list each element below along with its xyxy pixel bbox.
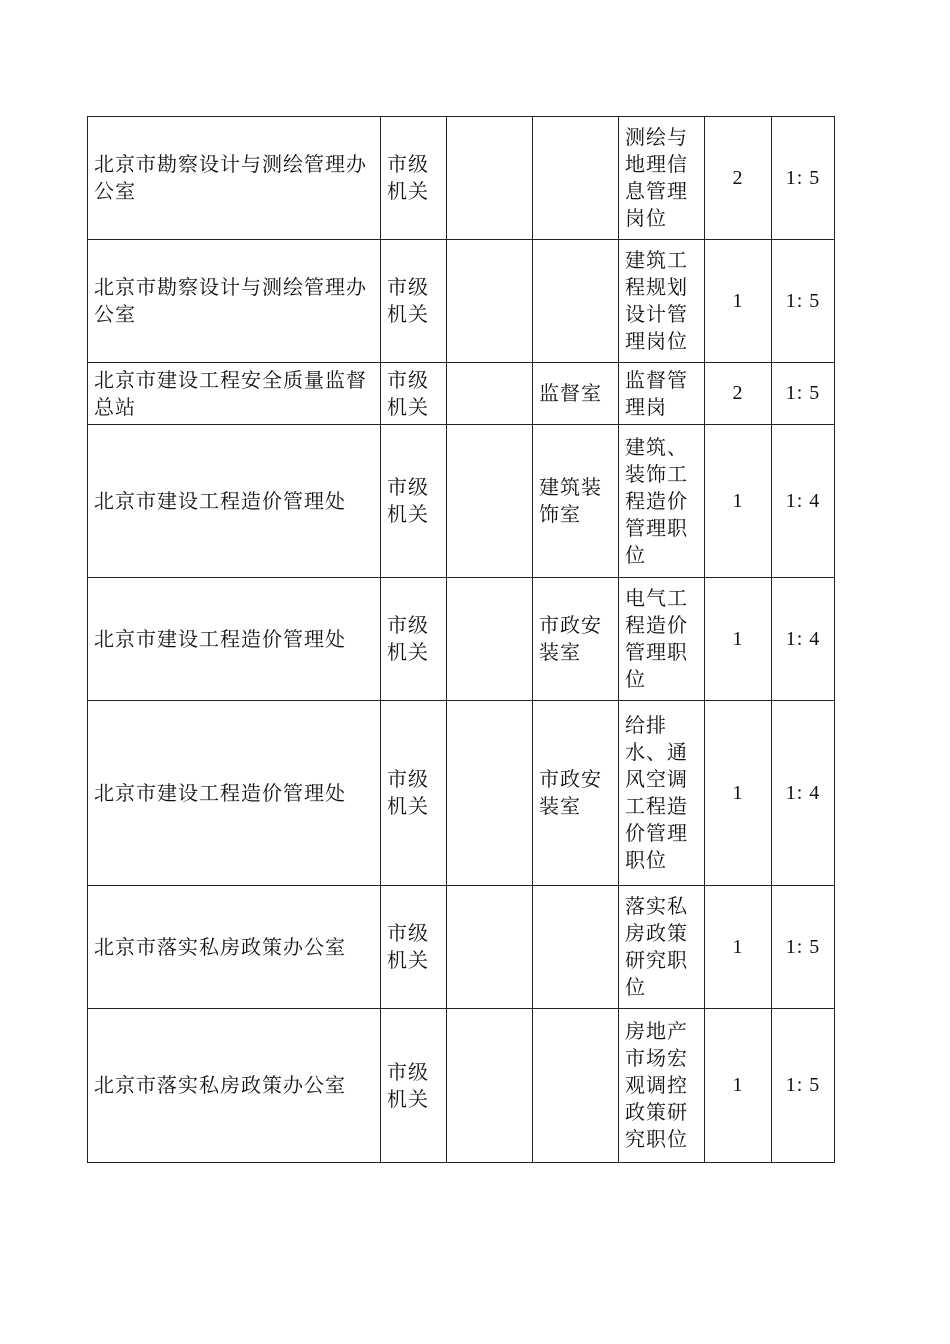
ratio-cell: 1: 5 bbox=[772, 886, 835, 1009]
table-row bbox=[88, 1009, 835, 1163]
table-row bbox=[88, 701, 835, 886]
level-cell: 市级机关 bbox=[381, 425, 447, 578]
org-cell: 北京市落实私房政策办公室 bbox=[88, 1009, 381, 1163]
table-row bbox=[88, 363, 835, 425]
level-cell: 市级机关 bbox=[381, 240, 447, 363]
blank-cell bbox=[447, 363, 533, 425]
dept-cell: 监督室 bbox=[533, 363, 619, 425]
org-cell: 北京市建设工程安全质量监督总站 bbox=[88, 363, 381, 425]
count-cell: 2 bbox=[705, 117, 772, 240]
recruitment-table bbox=[87, 116, 835, 1163]
org-cell: 北京市勘察设计与测绘管理办公室 bbox=[88, 240, 381, 363]
count-cell: 2 bbox=[705, 363, 772, 425]
ratio-cell: 1: 4 bbox=[772, 425, 835, 578]
post-cell: 建筑、装饰工程造价管理职位 bbox=[619, 425, 705, 578]
dept-cell bbox=[533, 886, 619, 1009]
ratio-cell: 1: 5 bbox=[772, 1009, 835, 1163]
org-cell: 北京市建设工程造价管理处 bbox=[88, 701, 381, 886]
dept-cell bbox=[533, 1009, 619, 1163]
count-cell: 1 bbox=[705, 578, 772, 701]
ratio-cell: 1: 4 bbox=[772, 701, 835, 886]
blank-cell bbox=[447, 886, 533, 1009]
blank-cell bbox=[447, 425, 533, 578]
table-row bbox=[88, 117, 835, 240]
post-cell: 房地产市场宏观调控政策研究职位 bbox=[619, 1009, 705, 1163]
blank-cell bbox=[447, 240, 533, 363]
level-cell: 市级机关 bbox=[381, 886, 447, 1009]
post-cell: 给排水、通风空调工程造价管理职位 bbox=[619, 701, 705, 886]
level-cell: 市级机关 bbox=[381, 578, 447, 701]
dept-cell bbox=[533, 117, 619, 240]
dept-cell: 建筑装饰室 bbox=[533, 425, 619, 578]
dept-cell: 市政安装室 bbox=[533, 578, 619, 701]
count-cell: 1 bbox=[705, 240, 772, 363]
count-cell: 1 bbox=[705, 425, 772, 578]
blank-cell bbox=[447, 1009, 533, 1163]
post-cell: 建筑工程规划设计管理岗位 bbox=[619, 240, 705, 363]
post-cell: 电气工程造价管理职位 bbox=[619, 578, 705, 701]
table-row bbox=[88, 240, 835, 363]
ratio-cell: 1: 5 bbox=[772, 363, 835, 425]
level-cell: 市级机关 bbox=[381, 363, 447, 425]
dept-cell: 市政安装室 bbox=[533, 701, 619, 886]
org-cell: 北京市建设工程造价管理处 bbox=[88, 425, 381, 578]
level-cell: 市级机关 bbox=[381, 117, 447, 240]
count-cell: 1 bbox=[705, 701, 772, 886]
dept-cell bbox=[533, 240, 619, 363]
blank-cell bbox=[447, 701, 533, 886]
level-cell: 市级机关 bbox=[381, 701, 447, 886]
org-cell: 北京市建设工程造价管理处 bbox=[88, 578, 381, 701]
post-cell: 测绘与地理信息管理岗位 bbox=[619, 117, 705, 240]
ratio-cell: 1: 5 bbox=[772, 240, 835, 363]
blank-cell bbox=[447, 578, 533, 701]
count-cell: 1 bbox=[705, 1009, 772, 1163]
level-cell: 市级机关 bbox=[381, 1009, 447, 1163]
blank-cell bbox=[447, 117, 533, 240]
table-row bbox=[88, 425, 835, 578]
org-cell: 北京市勘察设计与测绘管理办公室 bbox=[88, 117, 381, 240]
org-cell: 北京市落实私房政策办公室 bbox=[88, 886, 381, 1009]
ratio-cell: 1: 5 bbox=[772, 117, 835, 240]
table-row bbox=[88, 886, 835, 1009]
table-row bbox=[88, 578, 835, 701]
post-cell: 监督管理岗 bbox=[619, 363, 705, 425]
ratio-cell: 1: 4 bbox=[772, 578, 835, 701]
count-cell: 1 bbox=[705, 886, 772, 1009]
post-cell: 落实私房政策研究职位 bbox=[619, 886, 705, 1009]
